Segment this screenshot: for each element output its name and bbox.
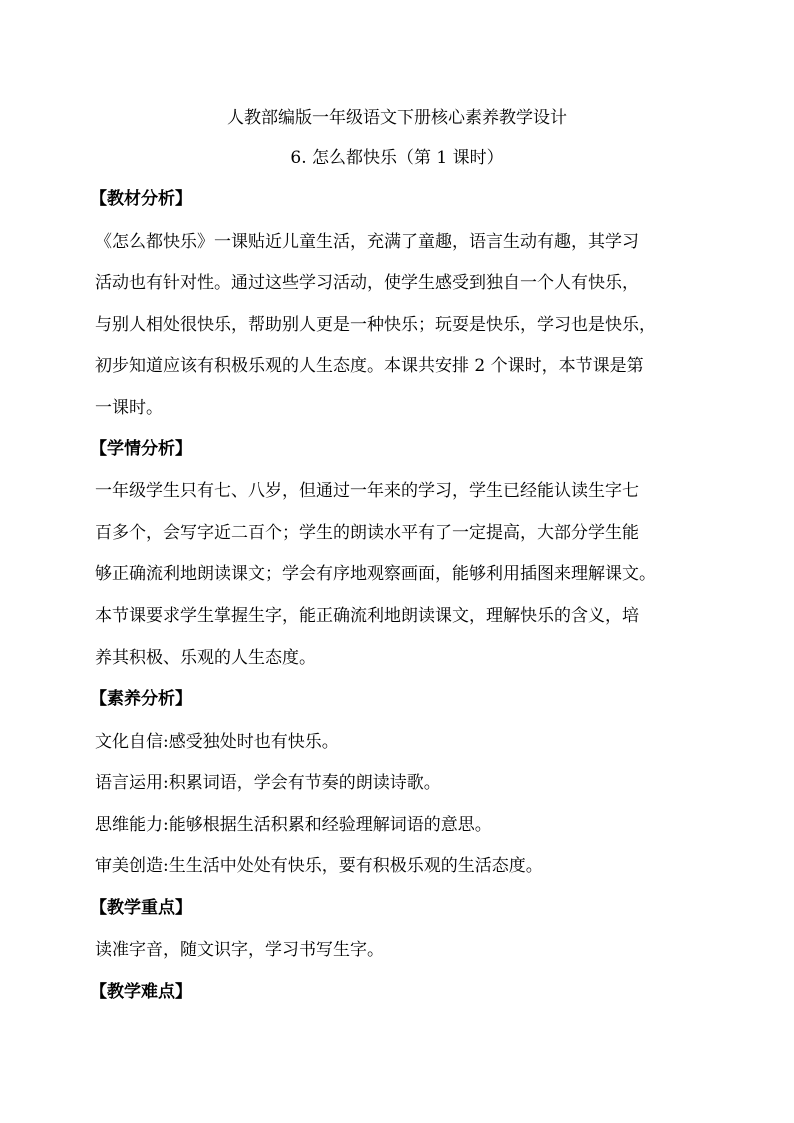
learner-analysis-line: 一年级学生只有七、八岁，但通过一年来的学习，学生已经能认读生字七 xyxy=(95,481,639,501)
learner-analysis-line: 百多个，会写字近二百个；学生的朗读水平有了一定提高，大部分学生能 xyxy=(95,523,639,543)
section-heading-textbook-analysis: 【教材分析】 xyxy=(90,189,192,209)
teaching-focus-line: 读准字音，随文识字，学习书写生字。 xyxy=(95,940,384,960)
literacy-analysis-line: 审美创造:生生活中处处有快乐，要有积极乐观的生活态度。 xyxy=(95,856,543,876)
section-heading-teaching-focus: 【教学重点】 xyxy=(90,898,192,918)
textbook-analysis-line: 《怎么都快乐》一课贴近儿童生活，充满了童趣，语言生动有趣，其学习 xyxy=(95,232,639,252)
literacy-analysis-line: 思维能力:能够根据生活积累和经验理解词语的意思。 xyxy=(95,815,492,835)
textbook-analysis-line: 活动也有针对性。通过这些学习活动，使学生感受到独自一个人有快乐， xyxy=(95,273,639,293)
learner-analysis-line: 够正确流利地朗读课文；学会有序地观察画面，能够利用插图来理解课文。 xyxy=(95,564,656,584)
section-heading-learner-analysis: 【学情分析】 xyxy=(90,439,192,459)
literacy-analysis-line: 文化自信:感受独处时也有快乐。 xyxy=(95,732,339,752)
textbook-analysis-line: 一课时。 xyxy=(95,398,163,418)
section-heading-literacy-analysis: 【素养分析】 xyxy=(90,689,192,709)
textbook-analysis-line: 初步知道应该有积极乐观的人生态度。本课共安排 2 个课时，本节课是第 xyxy=(95,356,644,376)
lesson-subtitle: 6. 怎么都快乐（第 1 课时） xyxy=(290,148,504,168)
literacy-analysis-line: 语言运用:积累词语，学会有节奏的朗读诗歌。 xyxy=(95,773,441,793)
document-title: 人教部编版一年级语文下册核心素养教学设计 xyxy=(227,108,567,128)
learner-analysis-line: 本节课要求学生掌握生字，能正确流利地朗读课文，理解快乐的含义，培 xyxy=(95,606,639,626)
section-heading-teaching-difficulty: 【教学难点】 xyxy=(90,982,192,1002)
learner-analysis-line: 养其积极、乐观的人生态度。 xyxy=(95,648,316,668)
textbook-analysis-line: 与别人相处很快乐，帮助别人更是一种快乐；玩耍是快乐，学习也是快乐， xyxy=(95,315,656,335)
